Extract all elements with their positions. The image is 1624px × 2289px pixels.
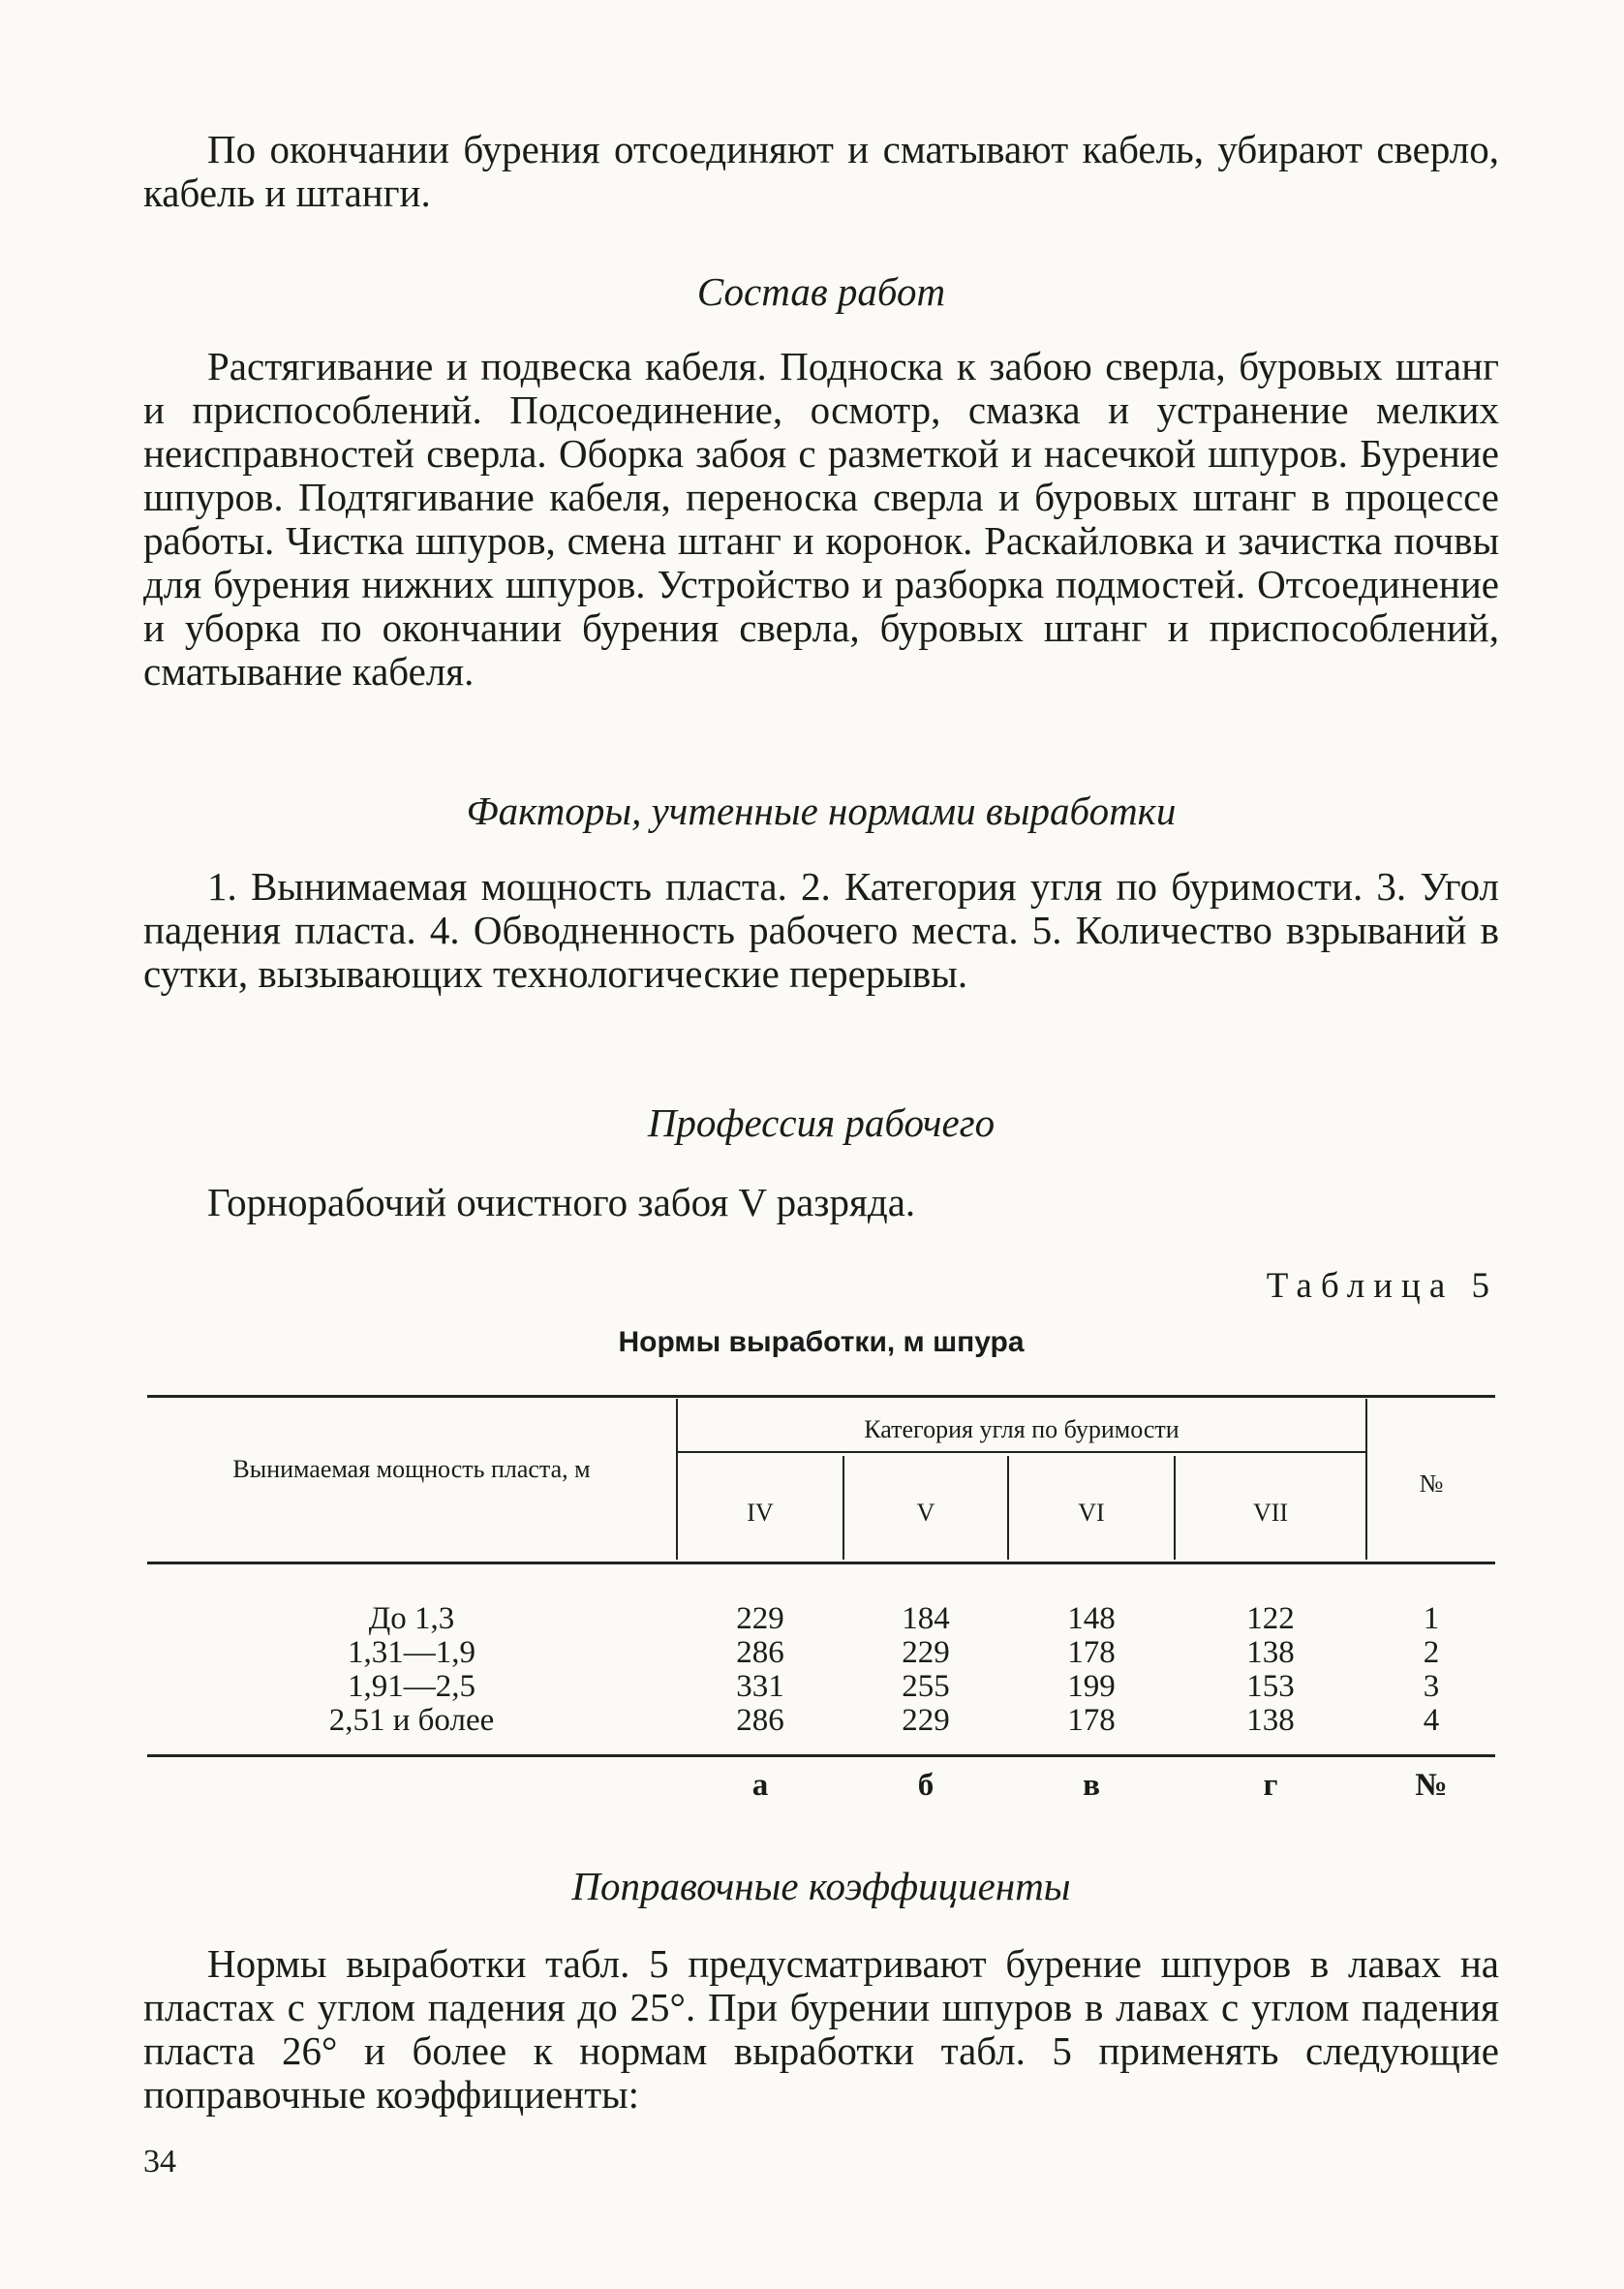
section-heading-faktory: Факторы, учтенные нормами выработки xyxy=(466,789,1177,833)
column-header-vi: VI xyxy=(1078,1499,1105,1527)
footer-b: б xyxy=(917,1768,935,1803)
table-caption: Нормы выработки, м шпура xyxy=(618,1326,1025,1358)
column-header-v: V xyxy=(916,1499,935,1527)
cell-v: 229 xyxy=(902,1703,950,1738)
cell-vii: 138 xyxy=(1246,1703,1295,1738)
row-label: 2,51 и более xyxy=(328,1703,495,1738)
cell-num: 3 xyxy=(1423,1669,1440,1704)
cell-v: 255 xyxy=(902,1669,950,1704)
section-paragraph-professiya: Горнорабочий очистного забоя V разряда. xyxy=(207,1180,916,1224)
column-header-vii: VII xyxy=(1252,1499,1289,1527)
cell-vii: 122 xyxy=(1246,1601,1295,1636)
section-paragraph-popravochnye: Нормы выработки табл. 5 предусматривают бурение шпуров в лавах на пластах с углом падения до 25°. При бурении шпуров в лавах с углом падения пласта 26° и более к нормам выработки табл. 5 применять следующие поправочные коэффициенты: xyxy=(143,1941,1499,2117)
section-heading-professiya: Профессия рабочего xyxy=(647,1100,996,1145)
table-group-rule xyxy=(678,1451,1365,1453)
page-number: 34 xyxy=(143,2144,176,2180)
section-heading-sostav: Состав работ xyxy=(696,269,946,314)
section-paragraph-sostav: Растягивание и подвеска кабеля. Подноска к забою сверла, буровых штанг и приспособлений. Подсоединение, осмотр, смазка и устранение мелких неисправностей сверла. Оборка забоя с разметкой и насечкой шпуров. Бурение шпуров. Подтягивание кабеля, переноска сверла и буровых штанг в процессе работы. Чистка шпуров, смена штанг и коронок. Раскайловка и зачистка почвы для бурения нижних шпуров. Устройство и разборка подмостей. Отсоединение и уборка по окончании бурения сверла, буровых штанг и приспособлений, сматывание кабеля. xyxy=(143,344,1499,694)
cell-vi: 178 xyxy=(1067,1635,1116,1670)
row-label: 1,91—2,5 xyxy=(348,1669,475,1704)
table-header-rule xyxy=(147,1562,1495,1564)
cell-num: 4 xyxy=(1423,1703,1440,1738)
table-bottom-rule xyxy=(147,1754,1495,1757)
section-heading-popravochnye: Поправочные коэффициенты xyxy=(571,1864,1071,1908)
intro-paragraph: По окончании бурения отсоединяют и сматывают кабель, убирают сверло, кабель и штанги. xyxy=(143,127,1499,215)
row-label: 1,31—1,9 xyxy=(348,1635,475,1670)
column-header-iv: IV xyxy=(747,1499,774,1527)
num-header-cell: № xyxy=(1419,1469,1444,1498)
cell-num: 1 xyxy=(1423,1601,1440,1636)
cell-vi: 148 xyxy=(1067,1601,1116,1636)
table-top-rule xyxy=(147,1395,1495,1398)
cell-vii: 138 xyxy=(1246,1635,1295,1670)
group-header-cell: Категория угля по буримости xyxy=(864,1415,1180,1443)
cell-v: 229 xyxy=(902,1635,950,1670)
cell-iv: 229 xyxy=(736,1601,784,1636)
cell-vi: 178 xyxy=(1067,1703,1116,1738)
footer-v: в xyxy=(1083,1768,1100,1803)
row-header-cell: Вынимаемая мощность пласта, м xyxy=(232,1455,591,1483)
cell-iv: 331 xyxy=(736,1669,784,1704)
cell-vi: 199 xyxy=(1067,1669,1116,1704)
footer-g: г xyxy=(1263,1768,1278,1803)
footer-a: а xyxy=(751,1768,769,1803)
cell-num: 2 xyxy=(1423,1635,1440,1670)
section-paragraph-faktory: 1. Вынимаемая мощность пласта. 2. Категория угля по буримости. 3. Угол падения пласта. 4. Обводненность рабочего места. 5. Количество взрываний в сутки, вызывающих технологические перерывы. xyxy=(143,864,1499,996)
cell-vii: 153 xyxy=(1246,1669,1295,1704)
row-label: До 1,3 xyxy=(368,1601,455,1636)
cell-iv: 286 xyxy=(736,1635,784,1670)
cell-v: 184 xyxy=(902,1601,950,1636)
table-label: Таблица 5 xyxy=(1266,1266,1498,1306)
footer-num: № xyxy=(1415,1768,1448,1803)
cell-iv: 286 xyxy=(736,1703,784,1738)
